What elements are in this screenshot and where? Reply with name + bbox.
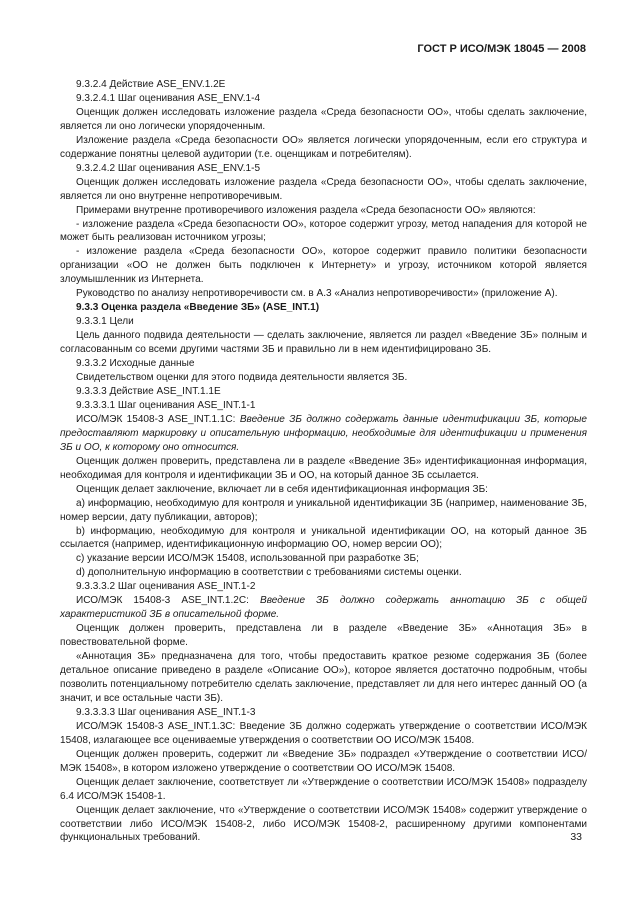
paragraph: 9.3.3.3.2 Шаг оценивания ASE_INT.1-2 — [76, 581, 256, 593]
paragraph: Оценщик должен проверить, представлена ли в разделе «Введение ЗБ» идентификационная информация, необходимая для контроля и идентификации ЗБ и ОО, на который данное ЗБ ссылается. — [60, 455, 587, 481]
list-item: d) дополнительную информацию в соответствии с требованиями системы оценки. — [76, 567, 462, 579]
paragraph: Цель данного подвида деятельности — сделать заключение, является ли раздел «Введение ЗБ» полным и согласованным со всеми другими частями ЗБ и правильно ли в нем идентифицировано ЗБ. — [60, 330, 587, 356]
document-header: ГОСТ Р ИСО/МЭК 18045 — 2008 — [417, 43, 586, 55]
paragraph: Свидетельством оценки для этого подвида деятельности является ЗБ. — [76, 372, 408, 384]
paragraph: Оценщик делает заключение, что «Утверждение о соответствии ИСО/МЭК 15408» содержит утверждение о соответствии либо ИСО/МЭК 15408-2, либо ИСО/МЭК 15408-2, расширенному другими компонентами функциональных требований. — [60, 804, 587, 844]
paragraph: 9.3.3.3.1 Шаг оценивания ASE_INT.1-1 — [76, 399, 256, 411]
paragraph: - изложение раздела «Среда безопасности ОО», которое содержит угрозу, метод нападения для которой не может быть реализован источником угрозы; — [60, 218, 587, 244]
requirement-ref: ИСО/МЭК 15408-3 ASE_INT.1.1C: — [76, 413, 240, 425]
list-item: a) информацию, необходимую для контроля и уникальной идентификации ЗБ (например, наименование ЗБ, номер версии, дату публикации, авторов); — [60, 497, 587, 523]
paragraph: Оценщик делает заключение, соответствует ли «Утверждение о соответствии ИСО/МЭК 15408» подразделу 6.4 ИСО/МЭК 15408-1. — [60, 776, 587, 802]
paragraph: 9.3.3.1 Цели — [76, 316, 134, 328]
paragraph — [60, 413, 587, 455]
paragraph: Примерами внутренне противоречивого изложения раздела «Среда безопасности ОО» являются: — [76, 204, 536, 216]
paragraph: - изложение раздела «Среда безопасности ОО», которое содержит правило политики безопасности организации «ОО не должен быть подключен к Интернету» и угрозу, источником которой является злоумышленник из Интернета. — [60, 246, 587, 286]
paragraph: 9.3.3.3.3 Шаг оценивания ASE_INT.1-3 — [76, 706, 256, 718]
page-number: 33 — [570, 831, 582, 843]
paragraph — [60, 594, 587, 622]
paragraph: Руководство по анализу непротиворечивости см. в А.3 «Анализ непротиворечивости» (приложение А). — [76, 288, 558, 300]
paragraph: 9.3.2.4.1 Шаг оценивания ASE_ENV.1-4 — [76, 92, 261, 104]
paragraph: 9.3.2.4 Действие ASE_ENV.1.2E — [76, 79, 226, 90]
paragraph: Оценщик должен проверить, содержит ли «Введение ЗБ» подраздел «Утверждение о соответствии ИСО/МЭК 15408», в котором изложено утверждение о соответствии ОО ИСО/МЭК 15408. — [60, 748, 587, 774]
paragraph: Оценщик должен проверить, представлена ли в разделе «Введение ЗБ» «Аннотация ЗБ» в повествовательной форме. — [60, 623, 587, 649]
paragraph: Оценщик делает заключение, включает ли в себя идентификационная информация ЗБ: — [76, 483, 488, 495]
document-body — [60, 78, 587, 845]
section-heading: 9.3.3 Оценка раздела «Введение ЗБ» (ASE_INT.1) — [76, 302, 320, 314]
paragraph: Изложение раздела «Среда безопасности ОО» является логически упорядоченным, если его структура и содержание понятны целевой аудитории (т.е. оценщикам и потребителям). — [60, 134, 587, 160]
requirement-text: Введение ЗБ должно содержать аннотацию ЗБ с общей характеристикой ЗБ в описательной форме. — [60, 595, 587, 621]
paragraph: Оценщик должен исследовать изложение раздела «Среда безопасности ОО», чтобы сделать заключение, является ли оно логически упорядоченным. — [60, 106, 587, 132]
paragraph: 9.3.3.2 Исходные данные — [76, 358, 195, 370]
paragraph: 9.3.3.3 Действие ASE_INT.1.1E — [76, 385, 221, 397]
paragraph: «Аннотация ЗБ» предназначена для того, чтобы предоставить краткое резюме содержания ЗБ (более детальное описание приведено в разделе «Описание ОО»), которое является достаточно подробным, чтобы позволить потенциальному потребителю сделать заключение, представляет ли для него интерес данный ОО (а значит, и все остальные части ЗБ). — [60, 651, 587, 704]
paragraph: 9.3.2.4.2 Шаг оценивания ASE_ENV.1-5 — [76, 162, 261, 174]
list-item: b) информацию, необходимую для контроля и уникальной идентификации ОО, на который данное ЗБ ссылается (например, идентификационную информацию ОО, номер версии ОО); — [60, 525, 587, 551]
paragraph: Оценщик должен исследовать изложение раздела «Среда безопасности ОО», чтобы сделать заключение, является ли оно внутренне непротиворечивым. — [60, 176, 587, 202]
paragraph: ИСО/МЭК 15408-3 ASE_INT.1.3C: Введение ЗБ должно содержать утверждение о соответствии ИСО/МЭК 15408, излагающее все оцениваемые утверждения о соответствии ОО ИСО/МЭК 15408. — [60, 720, 587, 746]
requirement-ref: ИСО/МЭК 15408-3 ASE_INT.1.2C: — [76, 595, 260, 607]
requirement-text: Введение ЗБ должно содержать данные идентификации ЗБ, которые предоставляют маркировку и описательную информацию, необходимые для идентификации и применения ЗБ и ОО, к которому оно относится. — [60, 413, 587, 453]
list-item: c) указание версии ИСО/МЭК 15408, использованной при разработке ЗБ; — [76, 553, 419, 565]
